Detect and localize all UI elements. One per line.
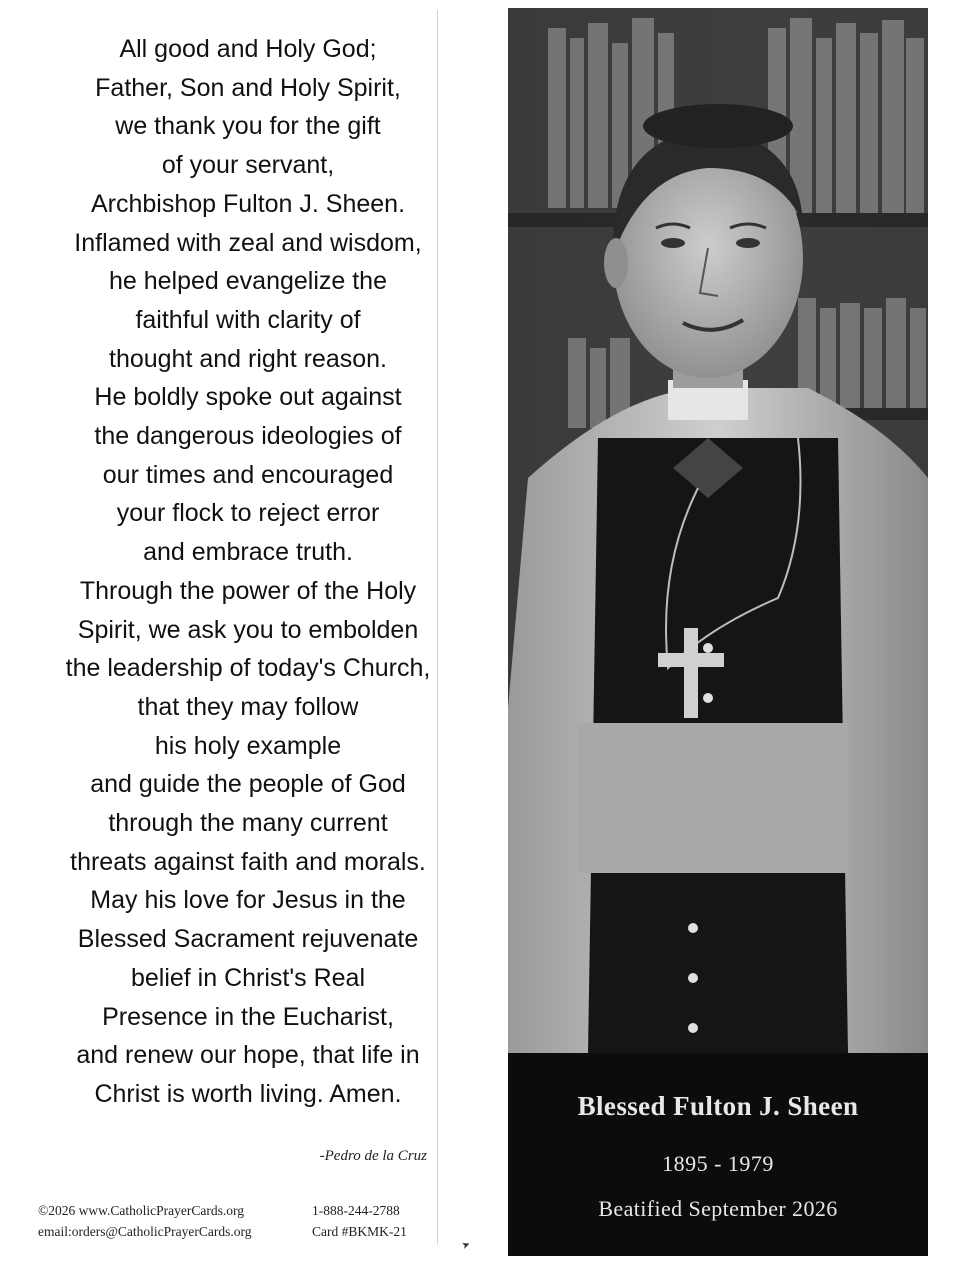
caption-years: 1895 - 1979	[662, 1151, 774, 1176]
prayer-line: and guide the people of God	[90, 770, 406, 799]
prayer-line: Blessed Sacrament rejuvenate	[77, 925, 419, 954]
prayer-line: your flock to reject error	[116, 499, 380, 528]
prayer-line: belief in Christ's Real	[130, 963, 366, 992]
portrait-illustration	[508, 8, 928, 1053]
prayer-line: May his love for Jesus in the	[90, 886, 406, 915]
prayer-line: Archbishop Fulton J. Sheen.	[90, 189, 406, 218]
prayer-line: Through the power of the Holy	[79, 576, 417, 605]
prayer-line: of your servant,	[161, 151, 335, 180]
caption-band	[508, 1053, 928, 1256]
email-text: email:orders@CatholicPrayerCards.org	[38, 1224, 252, 1239]
prayer-card-photo-side	[508, 8, 928, 1256]
prayer-line: Inflamed with zeal and wisdom,	[74, 228, 422, 257]
prayer-line: we thank you for the gift	[115, 112, 381, 141]
prayer-line: the leadership of today's Church,	[65, 654, 431, 683]
prayer-line: thought and right reason.	[109, 344, 387, 373]
prayer-line: the dangerous ideologies of	[94, 422, 402, 451]
caption-beatified: Beatified September 2026	[598, 1196, 838, 1221]
caption-name: Blessed Fulton J. Sheen	[577, 1091, 859, 1121]
prayer-line: Spirit, we ask you to embolden	[77, 615, 419, 644]
prayer-line: and renew our hope, that life in	[76, 1041, 420, 1070]
prayer-author: -Pedro de la Cruz	[319, 1148, 427, 1164]
prayer-line: that they may follow	[137, 692, 359, 721]
prayer-line: our times and encouraged	[102, 460, 394, 489]
copyright-text: ©2026 www.CatholicPrayerCards.org	[38, 1203, 244, 1218]
phone-text: 1-888-244-2788	[312, 1203, 400, 1218]
footer-card-info	[312, 1200, 407, 1242]
prayer-line: He boldly spoke out against	[94, 383, 402, 412]
footer-contact	[38, 1200, 252, 1242]
prayer-text	[28, 30, 468, 1114]
prayer-line: All good and Holy God;	[119, 35, 377, 63]
prayer-line: through the many current	[108, 809, 388, 838]
prayer-line: and embrace truth.	[143, 538, 353, 567]
prayer-line: Christ is worth living. Amen.	[94, 1079, 402, 1108]
prayer-line: Father, Son and Holy Spirit,	[95, 73, 401, 102]
prayer-line: threats against faith and morals.	[70, 847, 426, 876]
print-mark: ➤	[460, 1238, 473, 1253]
prayer-card-text-side	[28, 10, 438, 1245]
card-number-text: Card #BKMK-21	[312, 1224, 407, 1239]
portrait-photo	[508, 8, 928, 1053]
prayer-line: faithful with clarity of	[135, 305, 361, 334]
prayer-line: his holy example	[154, 731, 342, 760]
prayer-line: he helped evangelize the	[108, 267, 387, 296]
prayer-line: Presence in the Eucharist,	[102, 1002, 394, 1031]
